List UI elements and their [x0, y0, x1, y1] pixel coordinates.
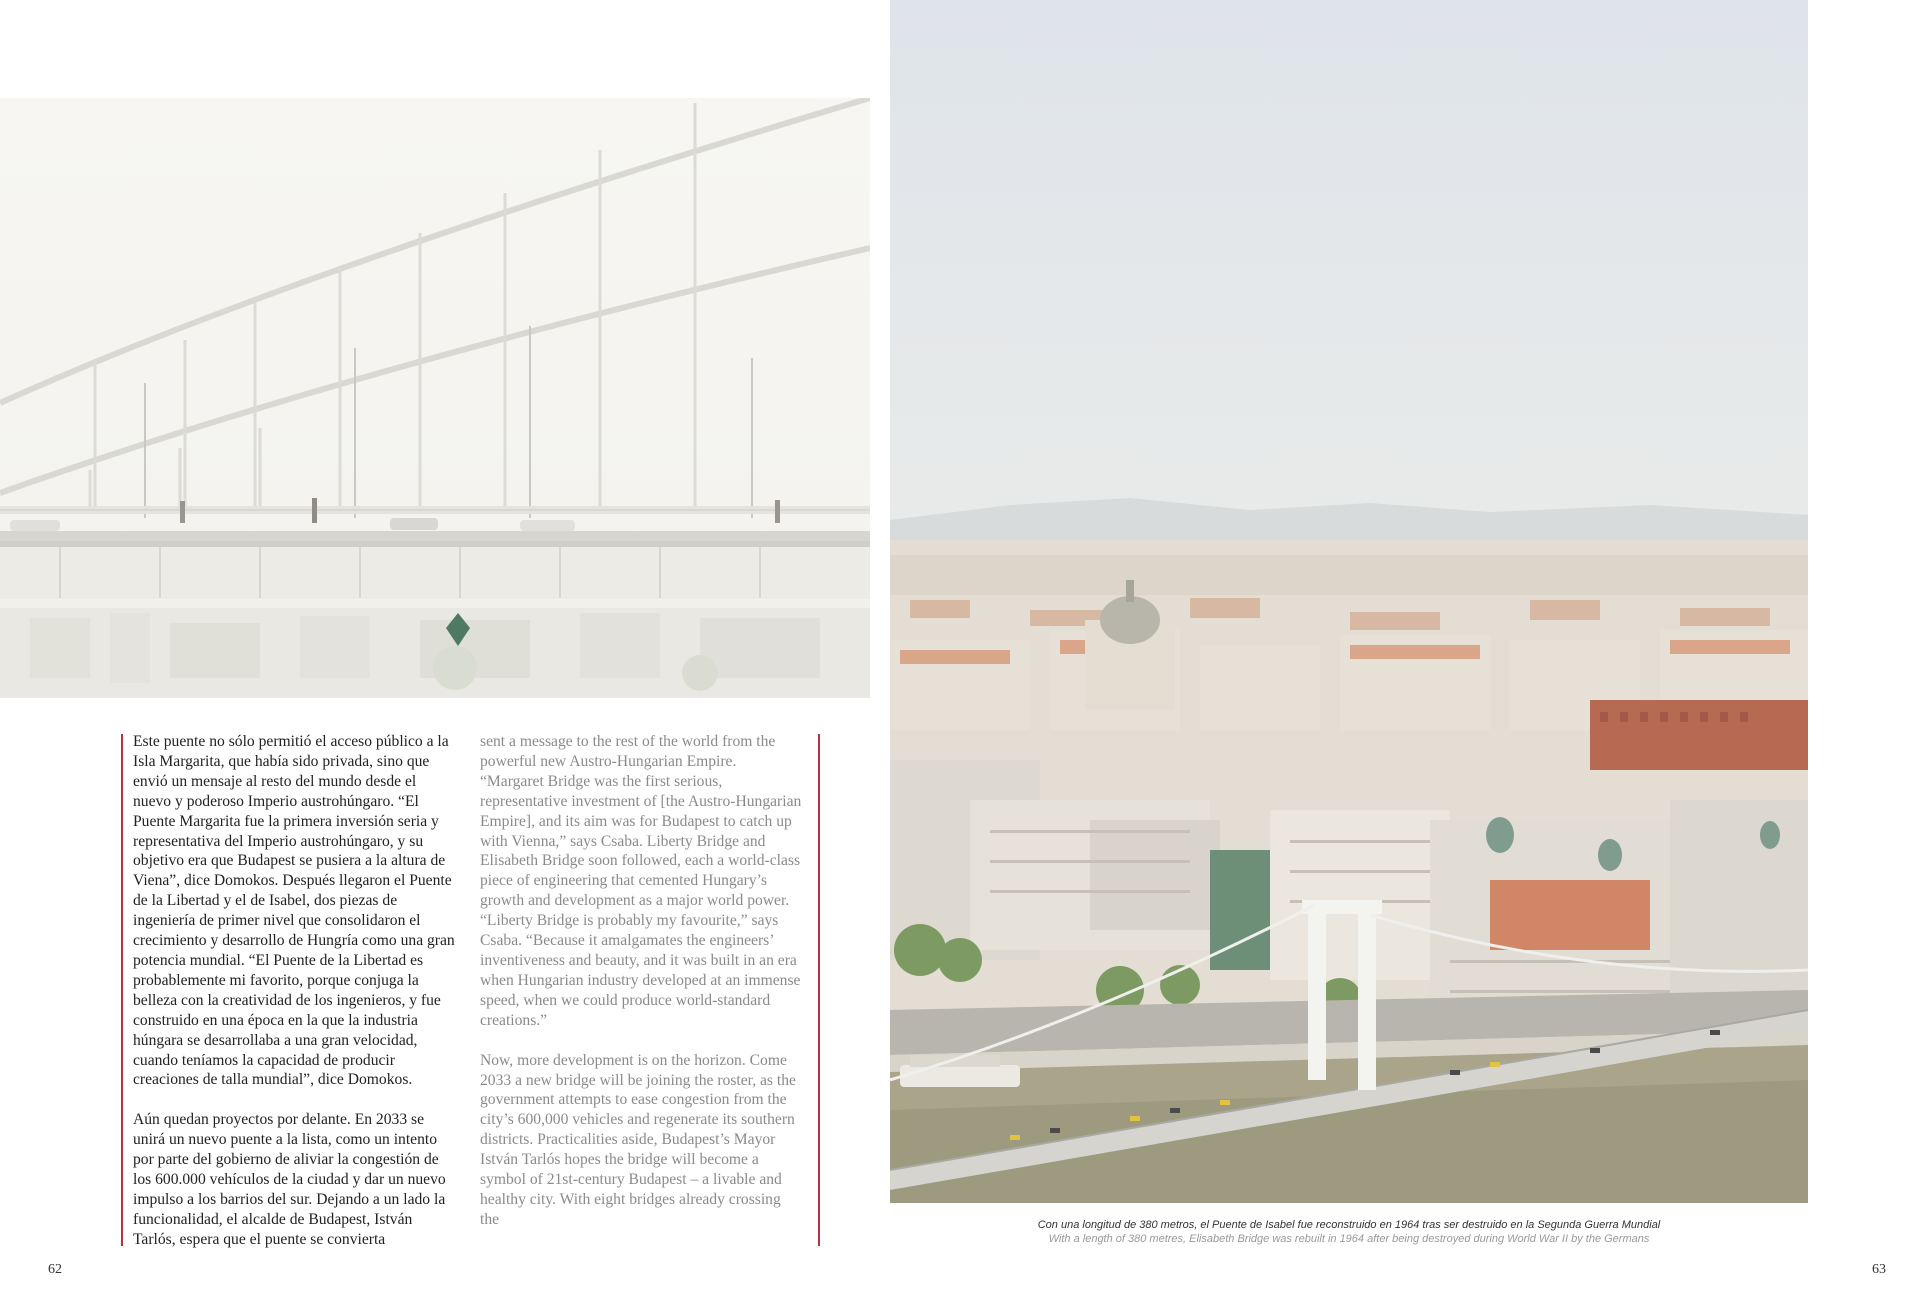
budapest-elisabeth-bridge-photo — [890, 0, 1808, 1203]
margaret-bridge-photo — [0, 98, 870, 698]
page-number-left: 62 — [48, 1262, 62, 1277]
right-page — [890, 0, 1920, 1312]
photo-caption — [890, 1218, 1808, 1246]
article-column-english — [480, 732, 802, 1250]
left-page — [0, 0, 890, 1312]
caption-english: With a length of 380 metres, Elisabeth Bridge was rebuilt in 1964 after being destroyed during World War II by the Germans — [1048, 1233, 1650, 1245]
article-column-spanish — [133, 732, 457, 1270]
paragraph-es-1: Este puente no sólo permitió el acceso público a la Isla Margarita, que había sido privada, sino que envió un mensaje al resto del mundo desde el nuevo y poderoso Imperio austrohúngaro. “El Puente Margarita fue la primera inversión seria y representativa del Imperio austrohúngaro, y su objetivo era que Budapest se pusiera a la altura de Viena”, dice Domokos. Después llegaron el Puente de la Libertad y el de Isabel, dos piezas de ingeniería de primer nivel que consolidaron el crecimiento y desarrollo de Hungría como una gran potencia mundial. “El Puente de la Libertad es probablemente mi favorito, porque conjuga la belleza con la creatividad de los ingenieros, y fue construido en una época en la que la industria húngara se desarrollaba a una gran velocidad, cuando teníamos la capacidad de producir creaciones de talla mundial”, dice Domokos. — [133, 733, 455, 1089]
column-rule-right — [818, 734, 820, 1246]
column-rule-left — [121, 734, 123, 1246]
paragraph-es-2: Aún quedan proyectos por delante. En 2033 se unirá un nuevo puente a la lista, como un intento por parte del gobierno de aliviar la congestión de los 600.000 vehículos de la ciudad y dar un nuevo impulso a los barrios del sur. Dejando a un lado la funcionalidad, el alcalde de Budapest, István Tarlós, espera que el puente se convierta — [133, 1111, 446, 1248]
caption-spanish: Con una longitud de 380 metros, el Puente de Isabel fue reconstruido en 1964 tras ser destruido en la Segunda Guerra Mundial — [1037, 1219, 1661, 1231]
paragraph-en-1: sent a message to the rest of the world from the powerful new Austro-Hungarian Empire. “Margaret Bridge was the first serious, representative investment of [the Austro-Hungarian Empire], and its aim was for Budapest to catch up with Vienna,” says Csaba. Liberty Bridge and Elisabeth Bridge soon followed, each a world-class piece of engineering that cemented Hungary’s growth and development as a major world power. “Liberty Bridge is probably my favourite,” says Csaba. “Because it amalgamates the engineers’ inventiveness and beauty, and it was built in an era when Hungarian industry developed at an immense speed, when we could produce world-standard creations.” — [480, 733, 802, 1029]
page-number-right: 63 — [1872, 1262, 1886, 1277]
bridge-illustration — [0, 98, 870, 698]
city-illustration — [890, 0, 1808, 1203]
paragraph-en-2: Now, more development is on the horizon. Come 2033 a new bridge will be joining the roster, as the government attempts to ease congestion from the city’s 600,000 vehicles and regenerate its southern districts. Practicalities aside, Budapest’s Mayor István Tarlós hopes the bridge will become a symbol of 21st-century Budapest – a livable and healthy city. With eight bridges already crossing the — [480, 1051, 796, 1228]
